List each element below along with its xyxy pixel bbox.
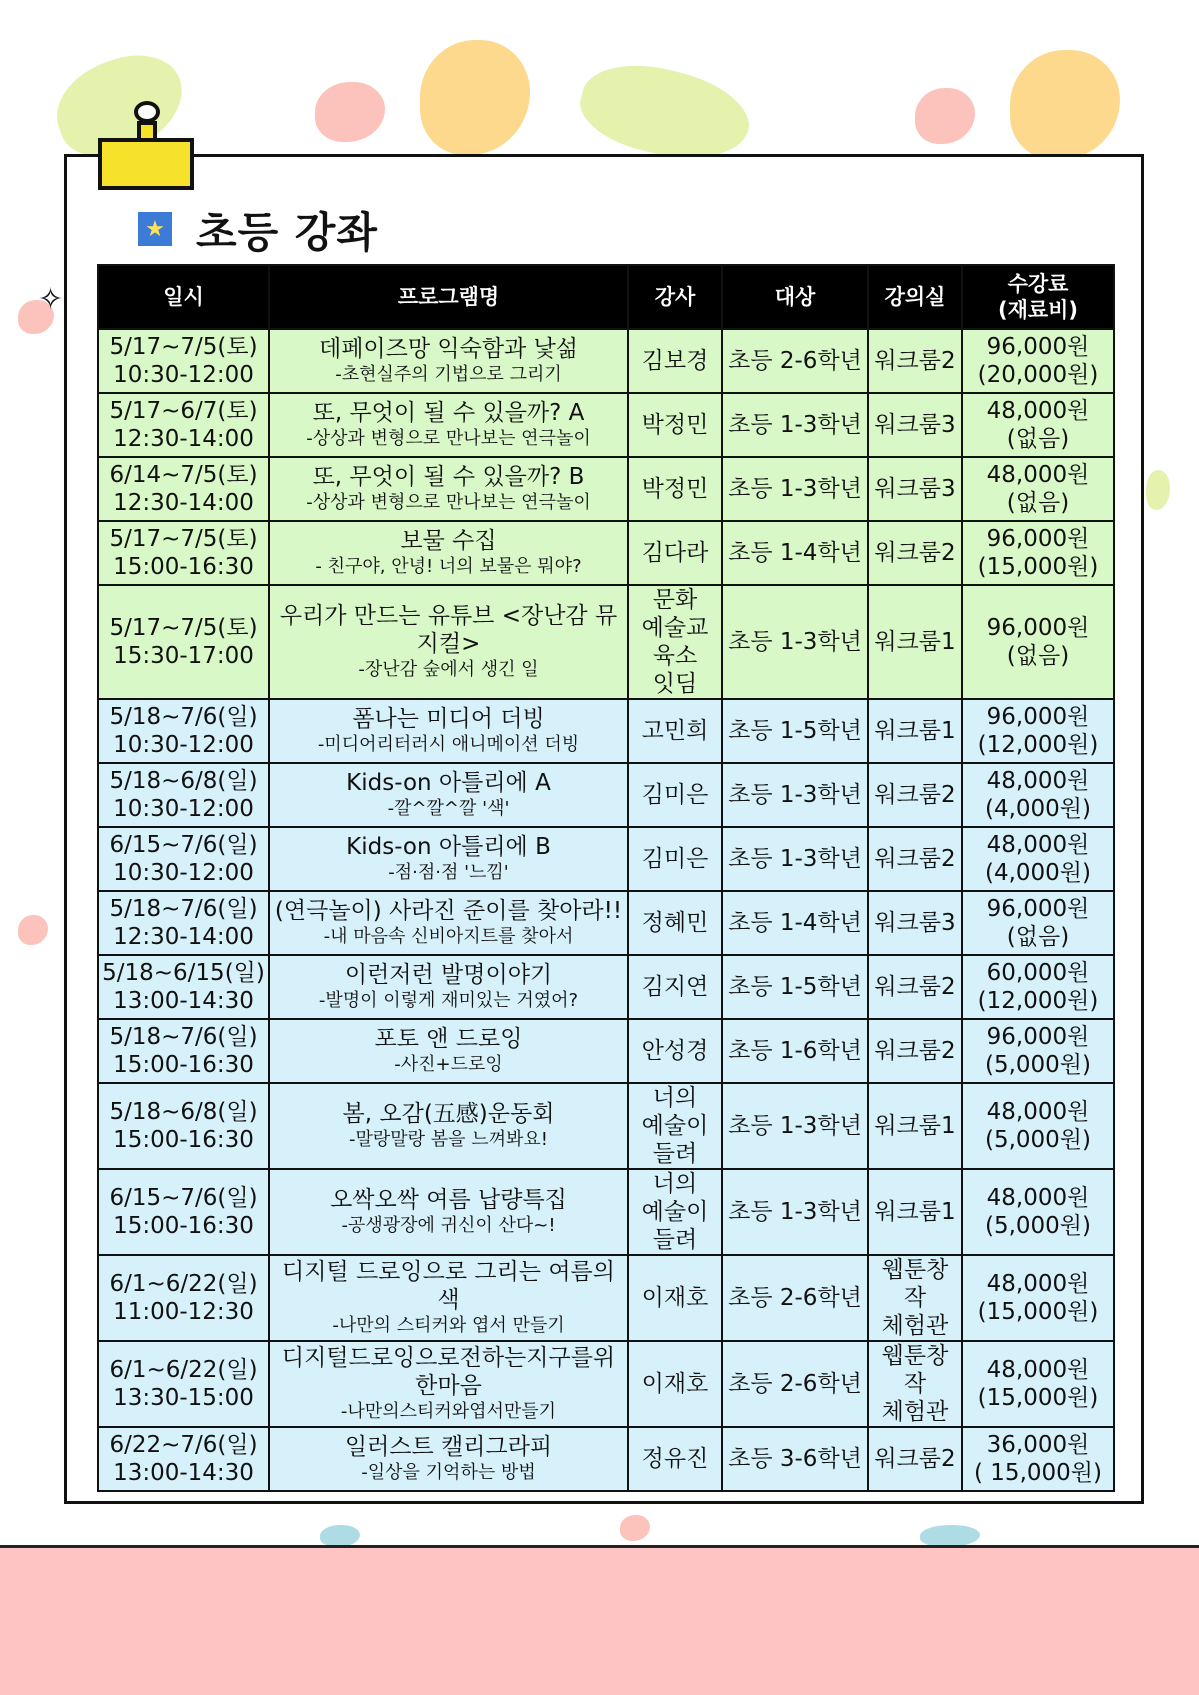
cell-fee: [962, 1019, 1114, 1083]
cell-room: [868, 1255, 962, 1341]
cell-instructor: 김미은: [628, 827, 722, 891]
cell-program: [269, 699, 628, 763]
cell-fee: [962, 393, 1114, 457]
material-fee: (5,000원): [984, 1052, 1091, 1078]
time-range: 12:30-14:00: [113, 490, 254, 516]
cell-instructor: 고민희: [628, 699, 722, 763]
date-range: 6/15~7/6(일): [109, 832, 258, 858]
room-line: 체험관: [881, 1399, 949, 1425]
instructor-line: 들려: [652, 1227, 698, 1253]
program-subtitle: -장난감 숲에서 생긴 일: [358, 659, 539, 680]
time-range: 13:30-15:00: [113, 1385, 254, 1411]
program-title: 오싹오싹 여름 납량특집: [330, 1187, 567, 1213]
instructor-line: 들려: [652, 1141, 698, 1167]
cell-room: 워크룸1: [868, 585, 962, 699]
material-fee: (15,000원): [977, 1299, 1099, 1325]
cell-date: [98, 329, 269, 393]
date-range: 5/18~6/15(일): [102, 960, 265, 986]
program-title: Kids-on 아틀리에 B: [346, 834, 551, 860]
cell-instructor: [628, 1169, 722, 1255]
cell-program: [269, 521, 628, 585]
cell-target: 초등 2-6학년: [722, 1255, 868, 1341]
program-subtitle: - 친구야, 안녕! 너의 보물은 뭐야?: [315, 556, 582, 577]
room-line: 웹툰창작: [881, 1257, 949, 1311]
program-title: 일러스트 캘리그라피: [344, 1434, 553, 1460]
cell-date: [98, 1255, 269, 1341]
cell-instructor: 이재호: [628, 1341, 722, 1427]
cell-program: [269, 1427, 628, 1491]
cell-room: [868, 1341, 962, 1427]
cell-room: 워크룸2: [868, 763, 962, 827]
cell-instructor: 김보경: [628, 329, 722, 393]
time-range: 10:30-12:00: [113, 796, 254, 822]
time-range: 15:00-16:30: [113, 1213, 254, 1239]
material-fee: (12,000원): [977, 988, 1099, 1014]
cell-target: 초등 1-5학년: [722, 955, 868, 1019]
material-fee: (없음): [1006, 490, 1070, 516]
header-program: 프로그램명: [269, 265, 628, 329]
date-range: 5/18~7/6(일): [109, 896, 258, 922]
cell-target: 초등 1-3학년: [722, 1169, 868, 1255]
cell-date: [98, 521, 269, 585]
cell-fee: [962, 827, 1114, 891]
cell-date: [98, 1083, 269, 1169]
table-row: [98, 1427, 1114, 1491]
instructor-line: 예술이: [641, 1199, 709, 1225]
program-title: 폼나는 미디어 더빙: [352, 706, 545, 732]
material-fee: (5,000원): [984, 1127, 1091, 1153]
date-range: 5/17~7/5(토): [109, 615, 258, 641]
program-subtitle: -상상과 변형으로 만나보는 연극놀이: [306, 428, 591, 449]
cell-program: [269, 763, 628, 827]
cell-program: [269, 393, 628, 457]
cell-fee: [962, 891, 1114, 955]
date-range: 6/1~6/22(일): [109, 1357, 258, 1383]
table-row: [98, 1019, 1114, 1083]
program-subtitle: -나만의스티커와엽서만들기: [340, 1401, 557, 1422]
cell-date: [98, 699, 269, 763]
cell-fee: [962, 521, 1114, 585]
program-title: Kids-on 아틀리에 A: [346, 770, 551, 796]
sparkle-icon: ✧: [38, 282, 64, 317]
program-title: 디지털드로잉으로전하는지구를위한마음: [281, 1345, 616, 1399]
cell-program: [269, 891, 628, 955]
time-range: 15:00-16:30: [113, 1127, 254, 1153]
decor-blob: [915, 88, 975, 144]
cell-date: [98, 1341, 269, 1427]
cell-instructor: 박정민: [628, 457, 722, 521]
cell-room: 워크룸2: [868, 1427, 962, 1491]
material-fee: (없음): [1006, 643, 1070, 669]
cell-program: [269, 585, 628, 699]
cell-room: 워크룸3: [868, 891, 962, 955]
cell-instructor: 박정민: [628, 393, 722, 457]
decor-blob: [18, 915, 48, 945]
program-subtitle: -발명이 이렇게 재미있는 거였어?: [318, 990, 579, 1011]
material-fee: (12,000원): [977, 732, 1099, 758]
table-row: [98, 393, 1114, 457]
material-fee: (5,000원): [984, 1213, 1091, 1239]
fee-amount: 48,000원: [986, 1357, 1090, 1383]
time-range: 10:30-12:00: [113, 860, 254, 886]
fee-amount: 48,000원: [986, 1185, 1090, 1211]
table-row: [98, 457, 1114, 521]
time-range: 15:00-16:30: [113, 554, 254, 580]
cell-fee: [962, 457, 1114, 521]
instructor-line: 잇딤: [652, 671, 698, 697]
material-fee: ( 15,000원): [974, 1460, 1102, 1486]
time-range: 15:30-17:00: [113, 643, 254, 669]
material-fee: (없음): [1006, 924, 1070, 950]
program-subtitle: -초현실주의 기법으로 그리기: [335, 364, 562, 385]
table-row: [98, 521, 1114, 585]
cell-instructor: 김미은: [628, 763, 722, 827]
cell-target: 초등 1-4학년: [722, 521, 868, 585]
program-subtitle: -일상을 기억하는 방법: [361, 1462, 536, 1483]
table-row: [98, 1169, 1114, 1255]
program-title: 데페이즈망 익숙함과 낯섦: [318, 336, 579, 362]
table-row: [98, 1255, 1114, 1341]
program-title: 이런저런 발명이야기: [344, 962, 553, 988]
decor-blob: [1146, 470, 1170, 510]
date-range: 6/15~7/6(일): [109, 1185, 258, 1211]
date-range: 6/22~7/6(일): [109, 1432, 258, 1458]
cell-room: 워크룸1: [868, 699, 962, 763]
decor-blob: [320, 1525, 360, 1547]
cell-instructor: 정혜민: [628, 891, 722, 955]
fee-amount: 48,000원: [986, 462, 1090, 488]
binder-clip-body: [98, 138, 194, 190]
table-row: [98, 699, 1114, 763]
date-range: 6/1~6/22(일): [109, 1271, 258, 1297]
cell-fee: [962, 1341, 1114, 1427]
cell-target: 초등 3-6학년: [722, 1427, 868, 1491]
fee-amount: 96,000원: [986, 526, 1090, 552]
cell-target: 초등 1-3학년: [722, 393, 868, 457]
fee-amount: 96,000원: [986, 896, 1090, 922]
program-title: 우리가 만드는 유튜브 <장난감 뮤지컬>: [279, 603, 618, 657]
program-title: 포토 앤 드로잉: [374, 1026, 523, 1052]
cell-date: [98, 457, 269, 521]
header-fee: [962, 265, 1114, 329]
cell-target: 초등 2-6학년: [722, 329, 868, 393]
program-subtitle: -상상과 변형으로 만나보는 연극놀이: [306, 492, 591, 513]
cell-program: [269, 1083, 628, 1169]
cell-room: 워크룸1: [868, 1083, 962, 1169]
cell-fee: [962, 1255, 1114, 1341]
cell-instructor: 정유진: [628, 1427, 722, 1491]
cell-date: [98, 763, 269, 827]
time-range: 15:00-16:30: [113, 1052, 254, 1078]
program-title: 보물 수집: [400, 528, 497, 554]
instructor-line: 예술이: [641, 1113, 709, 1139]
program-subtitle: -미디어리터러시 애니메이션 더빙: [317, 734, 580, 755]
cell-room: 워크룸3: [868, 393, 962, 457]
room-line: 웹툰창작: [881, 1343, 949, 1397]
fee-amount: 48,000원: [986, 768, 1090, 794]
material-fee: (15,000원): [977, 554, 1099, 580]
program-subtitle: -점·점·점 '느낌': [388, 862, 509, 883]
cell-program: [269, 457, 628, 521]
cell-fee: [962, 1169, 1114, 1255]
cell-target: 초등 1-6학년: [722, 1019, 868, 1083]
program-subtitle: -내 마음속 신비아지트를 찾아서: [323, 926, 574, 947]
time-range: 12:30-14:00: [113, 426, 254, 452]
cell-date: [98, 1427, 269, 1491]
fee-amount: 48,000원: [986, 832, 1090, 858]
material-fee: (4,000원): [984, 796, 1091, 822]
cell-target: 초등 1-3학년: [722, 827, 868, 891]
decor-blob: [420, 40, 530, 155]
instructor-line: 너의: [652, 1085, 698, 1111]
fee-amount: 96,000원: [986, 615, 1090, 641]
cell-program: [269, 1019, 628, 1083]
decor-blob: [1010, 50, 1120, 160]
fee-amount: 96,000원: [986, 704, 1090, 730]
fee-amount: 48,000원: [986, 1271, 1090, 1297]
material-fee: (20,000원): [977, 362, 1099, 388]
program-subtitle: -나만의 스티커와 엽서 만들기: [332, 1315, 565, 1336]
header-date: 일시: [98, 265, 269, 329]
time-range: 10:30-12:00: [113, 732, 254, 758]
time-range: 13:00-14:30: [113, 1460, 254, 1486]
instructor-line: 너의: [652, 1171, 698, 1197]
room-line: 체험관: [881, 1313, 949, 1339]
cell-room: 워크룸2: [868, 329, 962, 393]
header-fee-line1: 수강료: [1007, 272, 1069, 296]
time-range: 10:30-12:00: [113, 362, 254, 388]
cell-program: [269, 955, 628, 1019]
table-header-row: [98, 265, 1114, 329]
cell-fee: [962, 1083, 1114, 1169]
header-room: 강의실: [868, 265, 962, 329]
program-subtitle: -공생광장에 귀신이 산다~!: [341, 1215, 556, 1236]
header-fee-line2: (재료비): [997, 298, 1079, 322]
header-target: 대상: [722, 265, 868, 329]
binder-clip-icon: [134, 101, 160, 123]
cell-room: 워크룸2: [868, 827, 962, 891]
program-title: 또, 무엇이 될 수 있을까? A: [312, 400, 585, 426]
cell-target: 초등 1-3학년: [722, 585, 868, 699]
program-subtitle: -말랑말랑 봄을 느껴봐요!: [348, 1129, 549, 1150]
table-row: [98, 891, 1114, 955]
cell-instructor: [628, 1083, 722, 1169]
material-fee: (4,000원): [984, 860, 1091, 886]
cell-date: [98, 585, 269, 699]
date-range: 6/14~7/5(토): [109, 462, 258, 488]
date-range: 5/18~7/6(일): [109, 1024, 258, 1050]
cell-fee: [962, 955, 1114, 1019]
date-range: 5/17~7/5(토): [109, 334, 258, 360]
date-range: 5/18~7/6(일): [109, 704, 258, 730]
program-title: 봄, 오감(五感)운동회: [342, 1101, 555, 1127]
cell-program: [269, 1169, 628, 1255]
date-range: 5/18~6/8(일): [109, 768, 258, 794]
schedule-table: [97, 264, 1115, 1492]
time-range: 11:00-12:30: [113, 1299, 254, 1325]
table-row: [98, 329, 1114, 393]
instructor-line: 문화: [652, 587, 698, 613]
program-title: 디지털 드로잉으로 그리는 여름의 색: [282, 1259, 615, 1313]
cell-date: [98, 393, 269, 457]
bottom-band: [0, 1545, 1199, 1695]
program-title: 또, 무엇이 될 수 있을까? B: [312, 464, 585, 490]
program-subtitle: -사진+드로잉: [394, 1054, 503, 1075]
date-range: 5/18~6/8(일): [109, 1099, 258, 1125]
cell-instructor: [628, 585, 722, 699]
table-row: [98, 1083, 1114, 1169]
cell-date: [98, 955, 269, 1019]
cell-instructor: 이재호: [628, 1255, 722, 1341]
cell-room: 워크룸3: [868, 457, 962, 521]
cell-room: 워크룸2: [868, 1019, 962, 1083]
fee-amount: 96,000원: [986, 334, 1090, 360]
cell-target: 초등 1-3학년: [722, 457, 868, 521]
table-row: [98, 955, 1114, 1019]
cell-fee: [962, 699, 1114, 763]
table-row: [98, 763, 1114, 827]
table-row: [98, 585, 1114, 699]
cell-target: 초등 2-6학년: [722, 1341, 868, 1427]
date-range: 5/17~7/5(토): [109, 526, 258, 552]
cell-target: 초등 1-3학년: [722, 1083, 868, 1169]
decor-blob: [315, 82, 385, 142]
cell-program: [269, 329, 628, 393]
table-row: [98, 1341, 1114, 1427]
instructor-line: 예술교육소: [641, 615, 709, 669]
header-instructor: 강사: [628, 265, 722, 329]
table-row: [98, 827, 1114, 891]
cell-fee: [962, 1427, 1114, 1491]
cell-date: [98, 891, 269, 955]
page-title: 초등 강좌: [196, 208, 378, 257]
cell-room: 워크룸1: [868, 1169, 962, 1255]
program-subtitle: -깔^깔^깔 '색': [387, 798, 510, 819]
cell-fee: [962, 763, 1114, 827]
cell-target: 초등 1-4학년: [722, 891, 868, 955]
cell-target: 초등 1-3학년: [722, 763, 868, 827]
decor-blob: [920, 1525, 980, 1547]
fee-amount: 48,000원: [986, 398, 1090, 424]
cell-date: [98, 1019, 269, 1083]
cell-program: [269, 1255, 628, 1341]
star-square-icon: ★: [138, 212, 172, 246]
fee-amount: 36,000원: [986, 1432, 1090, 1458]
cell-program: [269, 1341, 628, 1427]
cell-instructor: 안성경: [628, 1019, 722, 1083]
fee-amount: 96,000원: [986, 1024, 1090, 1050]
time-range: 13:00-14:30: [113, 988, 254, 1014]
cell-instructor: 김다라: [628, 521, 722, 585]
cell-target: 초등 1-5학년: [722, 699, 868, 763]
cell-instructor: 김지연: [628, 955, 722, 1019]
cell-program: [269, 827, 628, 891]
cell-fee: [962, 585, 1114, 699]
material-fee: (없음): [1006, 426, 1070, 452]
fee-amount: 48,000원: [986, 1099, 1090, 1125]
program-title: (연극놀이) 사라진 준이를 찾아라!!: [274, 898, 623, 924]
cell-date: [98, 827, 269, 891]
cell-fee: [962, 329, 1114, 393]
time-range: 12:30-14:00: [113, 924, 254, 950]
cell-room: 워크룸2: [868, 521, 962, 585]
cell-room: 워크룸2: [868, 955, 962, 1019]
decor-blob: [620, 1515, 650, 1541]
date-range: 5/17~6/7(토): [109, 398, 258, 424]
fee-amount: 60,000원: [986, 960, 1090, 986]
material-fee: (15,000원): [977, 1385, 1099, 1411]
cell-date: [98, 1169, 269, 1255]
